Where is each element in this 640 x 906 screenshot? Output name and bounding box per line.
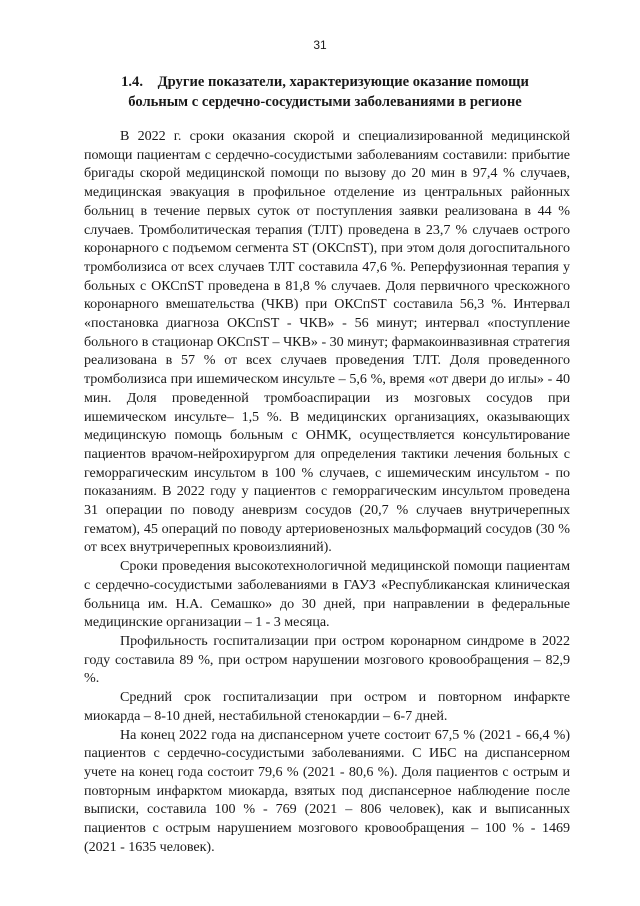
paragraph-hospital-stay: Средний срок госпитализации при остром и повторном инфаркте миокарда – 8-10 дней, нестабильной стенокардии – 6-7 дней. [84, 689, 570, 724]
paragraph-hospitalization-profile: Профильность госпитализации при остром коронарном синдроме в 2022 году составила 89 %, при остром нарушении мозгового кровообращения – 82,9 %. [84, 632, 570, 687]
paragraph-care-timing: В 2022 г. сроки оказания скорой и специализированной медицинской помощи пациентам с сердечно-сосудистыми заболеваниям составили: прибытие бригады скорой медицинской помощи по вызову до 20 мин в 97,4 % случаев, медицинская эвакуация в профильное отделение из центральных районных больниц в течение первых суток от поступления заявки реализована в 44 % случаев. Тромболитическая терапия (ТЛТ) проведена в 23,7 % случаев острого коронарного с подъемом сегмента ST (ОКСпST), при этом доля догоспитального тромболизиса от всех случаев ТЛТ составила 47,6 %. Реперфузионная терапия у больных с ОКСпST проведена в 81,8 % случаев. Доля первичного чрескожного коронарного вмешательства (ЧКВ) при ОКСпST составила 56,3 %. Интервал «постановка диагноза ОКСпST - ЧКВ» - 56 минут; интервал «поступление больного в стационар ОКСпST – ЧКВ» - 30 минут; фармакоинвазивная стратегия реализована в 57 % от всех случаев проведения ТЛТ. Доля проведенного тромболизиса при ишемическом инсульте – 5,6 %, время «от двери до иглы» - 40 мин. Доля проведенной тромбоаспирации из мозговых сосудов при ишемическом инсульте– 1,5 %. В медицинских организациях, оказывающих медицинскую помощь больным с ОНМК, осуществляется консультирование пациентов врачом-нейрохирургом для определения тактики лечения больных с геморрагическим инсультом в 100 % случаев, с ишемическим инсультом - по показаниям. В 2022 году у пациентов с геморрагическим инсультом проведена 31 операции по поводу аневризм сосудов (20,7 % случаев внутричерепных гематом), 45 операций по поводу артериовенозных мальформаций сосудов (30 % от всех внутричерепных кровоизлияний). [84, 128, 570, 556]
paragraph-high-tech-care: Сроки проведения высокотехнологичной медицинской помощи пациентам с сердечно-сосудистыми заболеваниями в ГАУЗ «Республиканская клиническая больница им. Н.А. Семашко» до 30 дней, при направлении в федеральные медицинские организации – 1 - 3 месяца. [84, 558, 570, 631]
section-heading-line: больным с сердечно-сосудистыми заболеваниями в регионе [128, 94, 522, 110]
section-heading-line: 1.4. Другие показатели, характеризующие оказание помощи [121, 74, 529, 90]
page-number: 31 [313, 38, 327, 52]
paragraph-dispensary: На конец 2022 года на диспансерном учете состоит 67,5 % (2021 - 66,4 %) пациентов с сердечно-сосудистыми заболеваниями. С ИБС на диспансерном учете на конец года состоит 79,6 % (2021 - 80,6 %). Доля пациентов с острым и повторным инфарктом миокарда, взятых под диспансерное наблюдение после выписки, составила 100 % - 769 (2021 – 806 человек), как и выписанных пациентов с острым нарушением мозгового кровообращения – 100 % - 1469 (2021 - 1635 человек). [84, 726, 570, 855]
body-text [84, 127, 570, 856]
section-heading [96, 72, 554, 112]
